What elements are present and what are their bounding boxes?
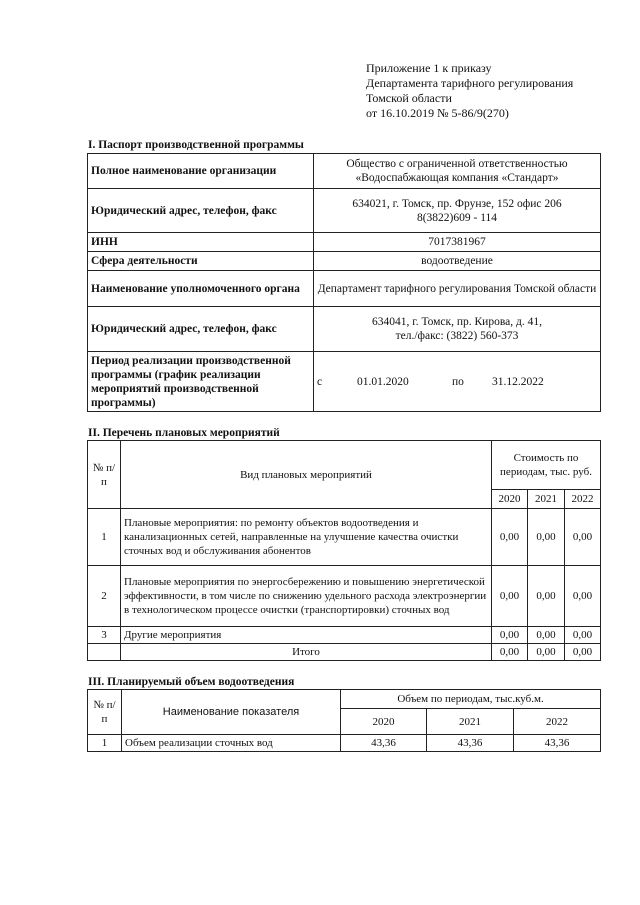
col-num-header: № п/п xyxy=(88,441,121,509)
row-value: водоотведение xyxy=(314,252,601,271)
row-value: Департамент тарифного регулирования Томской области xyxy=(314,271,601,307)
col-name-header: Наименование показателя xyxy=(122,690,341,735)
activities-table xyxy=(87,440,601,661)
total-row xyxy=(88,644,601,661)
row-num: 1 xyxy=(88,509,121,566)
row-label: Наименование уполномоченного органа xyxy=(88,271,314,307)
section-1-title: I. Паспорт производственной программы xyxy=(88,139,304,151)
row-name: Другие мероприятия xyxy=(121,627,492,644)
total-value: 0,00 xyxy=(565,644,601,661)
col-name-header: Вид плановых мероприятий xyxy=(121,441,492,509)
total-label: Итого xyxy=(121,644,492,661)
header-line-3: Томской области xyxy=(366,91,452,105)
row-value: 0,00 xyxy=(528,627,565,644)
address-line: 634041, г. Томск, пр. Кирова, д. 41, xyxy=(372,316,542,328)
passport-table xyxy=(87,153,601,412)
table-row xyxy=(88,566,601,627)
total-value: 0,00 xyxy=(528,644,565,661)
row-name: Плановые мероприятия: по ремонту объектов водоотведения и канализационных сетей, направленные на улучшение качества очистки сточных вод и обслуживания абонентов xyxy=(121,509,492,566)
table-row xyxy=(88,352,601,412)
row-value: 7017381967 xyxy=(314,233,601,252)
table-header-row xyxy=(88,690,601,709)
row-value: 0,00 xyxy=(565,566,601,627)
row-label: Юридический адрес, телефон, факс xyxy=(88,189,314,233)
phone-line: 8(3822)609 - 114 xyxy=(416,211,498,224)
table-row xyxy=(88,252,601,271)
period-from-word: с xyxy=(317,375,323,388)
table-row xyxy=(88,271,601,307)
col-num-header: № п/п xyxy=(88,690,122,735)
address-line: 634021, г. Томск, пр. Фрунзе, 152 офис 206 xyxy=(352,197,562,210)
row-value: 0,00 xyxy=(565,509,601,566)
year-header: 2022 xyxy=(565,490,601,509)
table-row xyxy=(88,735,601,752)
row-value: 0,00 xyxy=(528,566,565,627)
row-num: 3 xyxy=(88,627,121,644)
table-row xyxy=(88,154,601,189)
year-header: 2021 xyxy=(427,709,514,735)
row-value: 0,00 xyxy=(528,509,565,566)
row-value: Общество с ограниченной ответственностью «Водоспабжающая компания «Стандарт» xyxy=(314,154,601,189)
row-value: 0,00 xyxy=(492,566,528,627)
row-label: Сфера деятельности xyxy=(88,252,314,271)
row-label: Полное наименование организации xyxy=(88,154,314,189)
row-value: 43,36 xyxy=(341,735,427,752)
year-header: 2022 xyxy=(514,709,601,735)
row-value: 0,00 xyxy=(492,509,528,566)
period-from: 01.01.2020 xyxy=(357,375,409,388)
table-row xyxy=(88,233,601,252)
row-num: 2 xyxy=(88,566,121,627)
phone-line: тел./факс: (3822) 560-373 xyxy=(395,330,519,342)
row-label: Юридический адрес, телефон, факс xyxy=(88,307,314,352)
period-to-word: по xyxy=(452,375,464,388)
row-name: Плановые мероприятия по энергосбережению и повышению энергетической эффективности, в том числе по снижению удельного расхода электроэнергии в технологическом процессе очистки (транспортировки) сточных вод xyxy=(121,566,492,627)
row-num: 1 xyxy=(88,735,122,752)
year-header: 2020 xyxy=(492,490,528,509)
volume-table xyxy=(87,689,601,752)
row-value: 0,00 xyxy=(565,627,601,644)
row-name: Объем реализации сточных вод xyxy=(122,735,341,752)
year-header: 2021 xyxy=(528,490,565,509)
table-row xyxy=(88,307,601,352)
header-line-2: Департамента тарифного регулирования xyxy=(366,76,574,90)
table-row xyxy=(88,509,601,566)
header-line-1: Приложение 1 к приказу xyxy=(366,61,492,75)
period-to: 31.12.2022 xyxy=(492,375,544,388)
table-row xyxy=(88,627,601,644)
row-value: 0,00 xyxy=(492,627,528,644)
empty-cell xyxy=(88,644,121,661)
col-volume-header: Объем по периодам, тыс.куб.м. xyxy=(341,690,601,709)
col-cost-header: Стоимость по периодам, тыс. руб. xyxy=(492,441,601,490)
header-line-4: от 16.10.2019 № 5-86/9(270) xyxy=(366,106,509,120)
row-value: 43,36 xyxy=(514,735,601,752)
row-label: Период реализации производственной программы (график реализации мероприятий производственной программы) xyxy=(88,352,314,412)
table-header-row xyxy=(88,441,601,490)
year-header: 2020 xyxy=(341,709,427,735)
row-value: 43,36 xyxy=(427,735,514,752)
section-2-title: II. Перечень плановых мероприятий xyxy=(88,427,280,439)
total-value: 0,00 xyxy=(492,644,528,661)
table-row xyxy=(88,189,601,233)
row-value xyxy=(314,307,601,352)
order-appendix-header xyxy=(366,61,573,121)
section-3-title: III. Планируемый объем водоотведения xyxy=(88,676,295,688)
row-value xyxy=(314,189,601,233)
row-label: ИНН xyxy=(88,233,314,252)
row-value xyxy=(314,352,601,412)
